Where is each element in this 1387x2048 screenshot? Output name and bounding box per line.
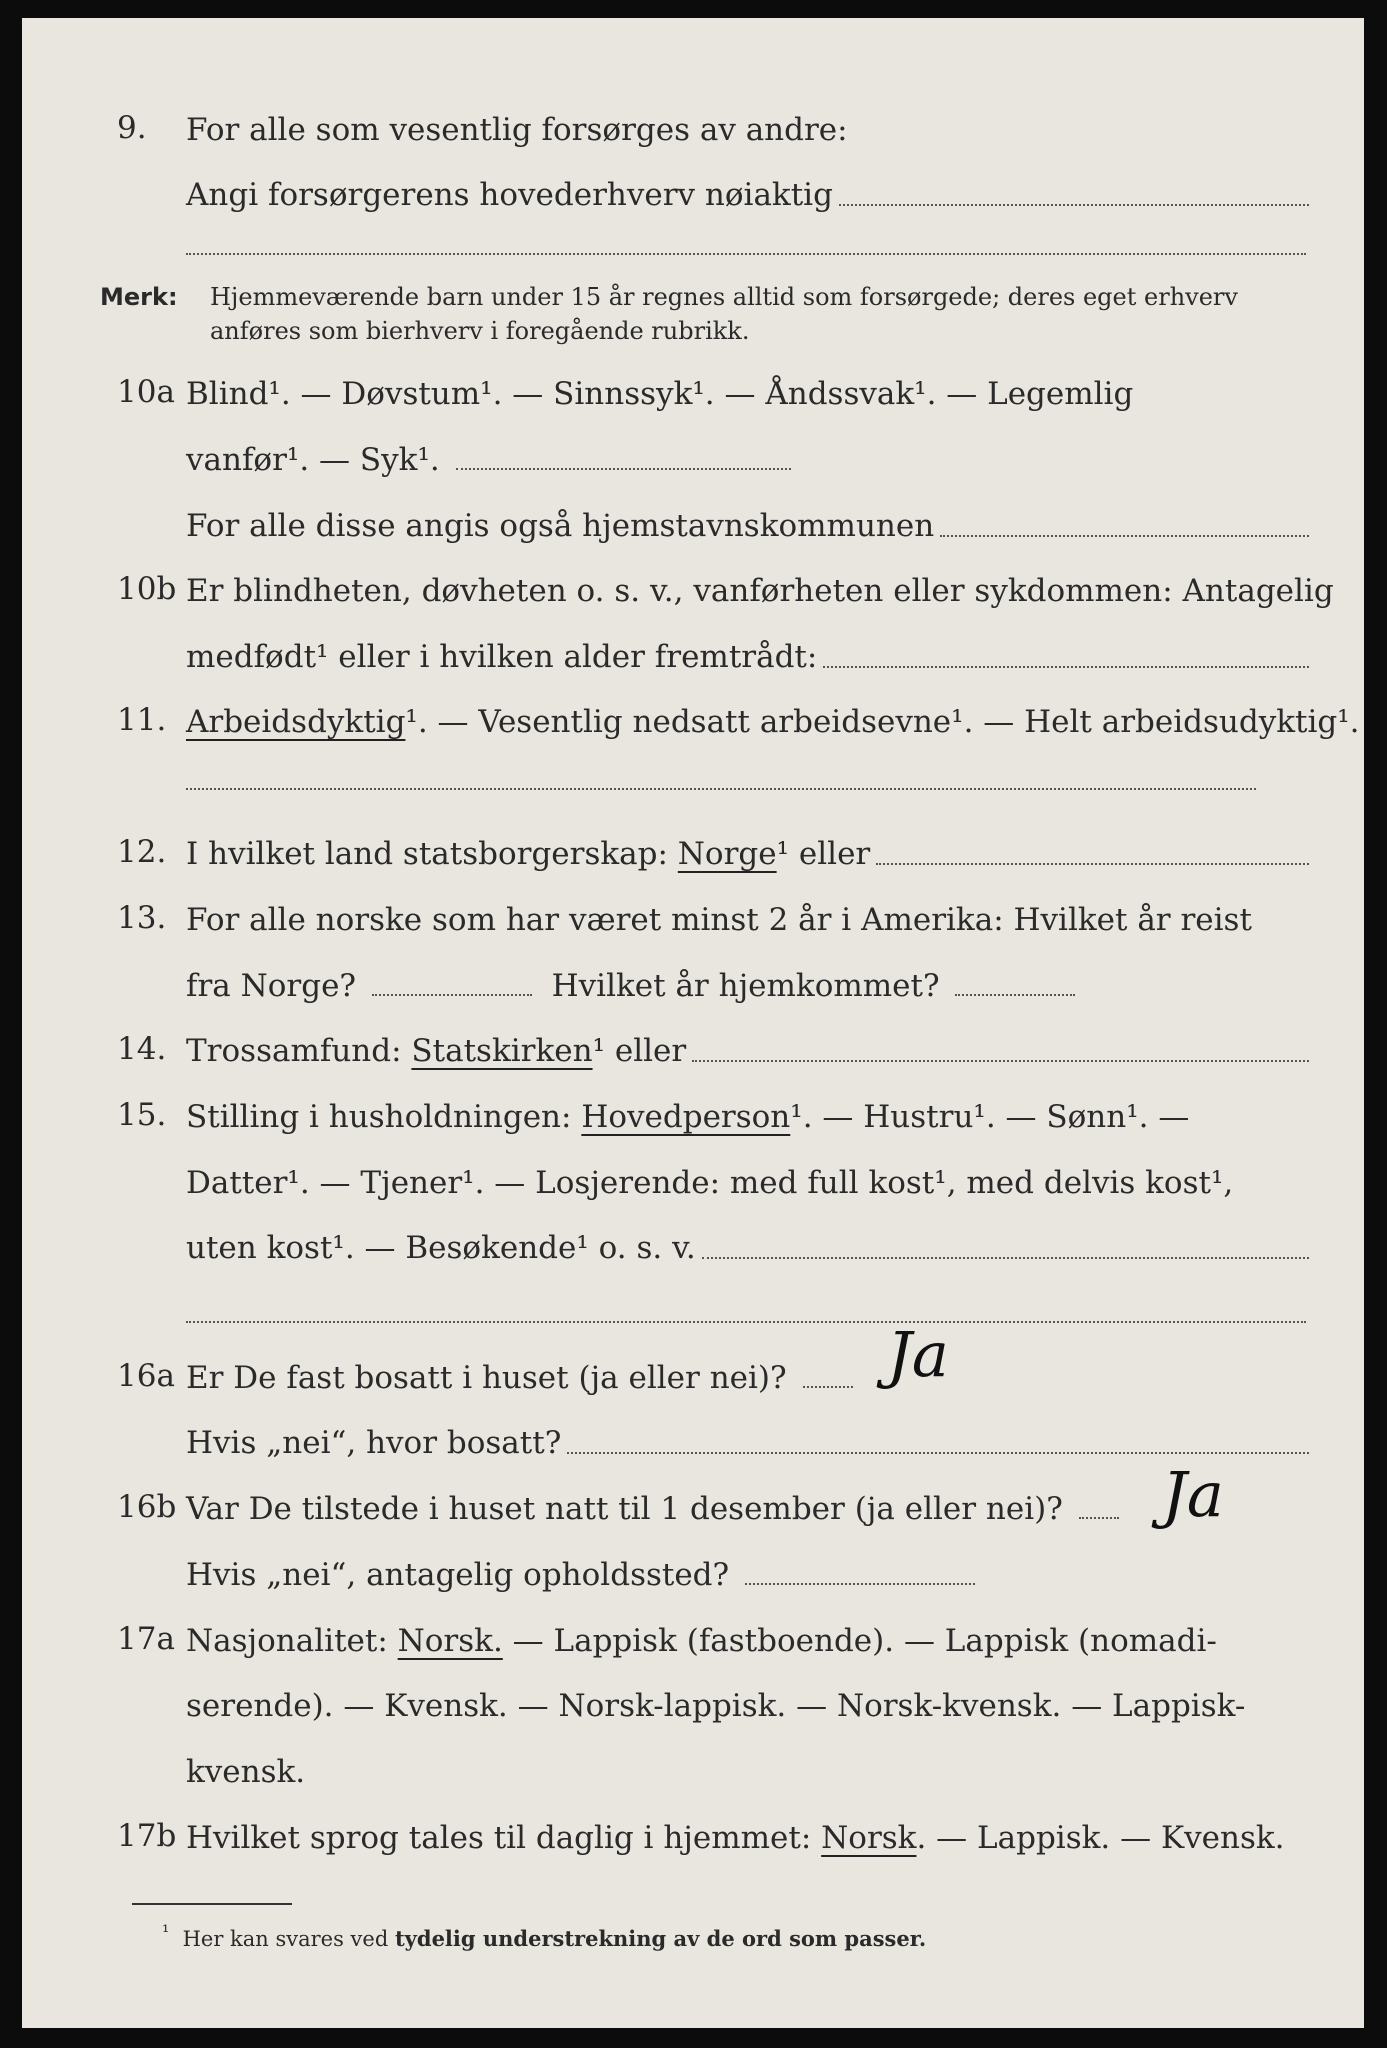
answer-dotted-line[interactable]	[372, 993, 532, 996]
item-line	[186, 1358, 1309, 1398]
answer-dotted-line[interactable]	[186, 1321, 1306, 1323]
answer-dotted-line[interactable]	[876, 863, 1309, 865]
note-label: Merk:	[100, 283, 178, 311]
item-line	[186, 1818, 1309, 1858]
selected-option[interactable]: Arbeidsdyktig	[186, 704, 406, 740]
item-15-row1	[22, 1097, 1364, 1157]
item-9-row1	[22, 110, 1364, 170]
answer-dotted-line[interactable]	[567, 1452, 1309, 1454]
item-text: Var De tilstede i huset natt til 1 desember (ja eller nei)?	[186, 1491, 1063, 1527]
item-11-row1	[22, 702, 1364, 762]
item-line	[186, 637, 1309, 677]
item-text: Er De fast bosatt i huset (ja eller nei)?	[186, 1360, 787, 1396]
selected-option[interactable]: Statskirken	[411, 1033, 593, 1069]
item-17a-row1	[22, 1621, 1364, 1681]
item-text: Hvilket sprog tales til daglig i hjemmet:	[186, 1820, 812, 1856]
selected-option[interactable]: Norge	[677, 836, 777, 872]
item-number: 13.	[117, 900, 167, 936]
item-text: Blind¹. — Døvstum¹. — Sinnssyk¹. — Åndssvak¹. — Legemlig	[186, 376, 1134, 412]
item-line	[186, 1097, 1309, 1137]
item-text: ¹. — Hustru¹. — Sønn¹. —	[790, 1099, 1190, 1135]
answer-dotted-line[interactable]	[456, 467, 791, 470]
item-text: ¹ eller	[592, 1033, 687, 1069]
answer-dotted-line[interactable]	[803, 1385, 853, 1388]
note-line: Hjemmeværende barn under 15 år regnes alltid som forsørgede; deres eget erhverv	[210, 283, 1238, 311]
item-number: 16b	[117, 1489, 177, 1525]
item-text: Trossamfund:	[186, 1033, 402, 1069]
answer-dotted-line[interactable]	[702, 1257, 1309, 1259]
item-12-row	[22, 834, 1364, 894]
selected-option[interactable]: Norsk.	[397, 1623, 503, 1659]
answer-dotted-line[interactable]	[1079, 1516, 1119, 1519]
item-text: For alle norske som har været minst 2 år i Amerika: Hvilket år reist	[186, 902, 1252, 938]
item-16b-row2	[22, 1555, 1364, 1615]
item-line	[186, 506, 1309, 546]
item-text: . — Lappisk. — Kvensk.	[916, 1820, 1285, 1856]
answer-dotted-line[interactable]	[955, 993, 1075, 996]
item-line	[186, 966, 1309, 1006]
item-13-row2	[22, 966, 1364, 1026]
item-line	[186, 834, 1309, 874]
item-line	[186, 1031, 1309, 1071]
answer-dotted-line[interactable]	[692, 1060, 1309, 1062]
item-line	[186, 440, 1309, 480]
item-text: — Lappisk (fastboende). — Lappisk (nomadi-	[512, 1623, 1217, 1659]
footnote-text-bold: tydelig understrekning av de ord som passer.	[394, 1926, 927, 1951]
item-text: Hvilket år hjemkommet?	[551, 968, 940, 1004]
item-10a-row2	[22, 440, 1364, 500]
item-line	[186, 1228, 1309, 1268]
answer-dotted-line[interactable]	[186, 253, 1306, 255]
footnote-text: Her kan svares ved	[182, 1927, 389, 1951]
handwritten-answer: Ja	[887, 1318, 949, 1391]
item-number: 9.	[117, 110, 147, 146]
item-number: 15.	[117, 1097, 167, 1133]
answer-dotted-line[interactable]	[940, 535, 1309, 537]
answer-dotted-line[interactable]	[839, 204, 1309, 206]
item-text: vanfør¹. — Syk¹.	[186, 442, 440, 478]
item-10b-row1	[22, 571, 1364, 631]
item-number: 17a	[117, 1621, 175, 1657]
item-number: 17b	[117, 1818, 177, 1854]
item-text: ¹. — Vesentlig nedsatt arbeidsevne¹. — Helt arbeidsudyktig¹.	[405, 704, 1360, 740]
footnote-mark: ¹	[162, 1922, 170, 1943]
answer-dotted-line[interactable]	[823, 666, 1309, 668]
item-line	[186, 1555, 1309, 1595]
item-text: Hvis „nei“, antagelig opholdssted?	[186, 1557, 730, 1593]
item-10b-row2	[22, 637, 1364, 697]
item-line	[186, 702, 1360, 742]
item-text: Hvis „nei“, hvor bosatt?	[186, 1425, 562, 1461]
item-text: ¹ eller	[776, 836, 871, 872]
item-10a-row1	[22, 374, 1364, 434]
item-number: 12.	[117, 834, 167, 870]
item-text: Stilling i husholdningen:	[186, 1099, 572, 1135]
item-17a-row3	[22, 1752, 1364, 1812]
item-text: Datter¹. — Tjener¹. — Losjerende: med full kost¹, med delvis kost¹,	[186, 1165, 1234, 1201]
item-10a-row3	[22, 506, 1364, 566]
item-number: 16a	[117, 1358, 175, 1394]
footnote-rule	[132, 1903, 292, 1905]
item-line	[186, 1621, 1309, 1661]
item-15-row2	[22, 1163, 1364, 1223]
item-14-row	[22, 1031, 1364, 1091]
item-17b-row	[22, 1818, 1364, 1878]
item-text: Er blindheten, døvheten o. s. v., vanførheten eller sykdommen: Antagelig	[186, 573, 1334, 609]
item-text: For alle som vesentlig forsørges av andre:	[186, 112, 848, 148]
item-text: uten kost¹. — Besøkende¹ o. s. v.	[186, 1230, 696, 1266]
item-number: 11.	[117, 702, 167, 738]
note-body	[210, 280, 1309, 348]
item-line	[186, 175, 1309, 215]
item-text: serende). — Kvensk. — Norsk-lappisk. — Norsk-kvensk. — Lappisk-	[186, 1688, 1246, 1724]
selected-option[interactable]: Norsk	[821, 1820, 917, 1856]
handwritten-answer: Ja	[1162, 1458, 1224, 1531]
item-number: 10a	[117, 374, 175, 410]
item-number: 10b	[117, 571, 177, 607]
item-line	[186, 1423, 1309, 1463]
item-16a-row1	[22, 1358, 1364, 1418]
item-line	[186, 1489, 1309, 1529]
item-text: Nasjonalitet:	[186, 1623, 388, 1659]
item-13-row1	[22, 900, 1364, 960]
item-9-row2	[22, 175, 1364, 235]
note-line: anføres som bierhverv i foregående rubrikk.	[210, 317, 750, 345]
item-text: kvensk.	[186, 1754, 306, 1790]
selected-option[interactable]: Hovedperson	[581, 1099, 791, 1135]
answer-dotted-line[interactable]	[186, 788, 1256, 790]
item-text: Angi forsørgerens hovederhverv nøiaktig	[186, 177, 833, 213]
census-form-page	[22, 18, 1364, 2028]
footnote	[162, 1922, 927, 1951]
item-text: I hvilket land statsborgerskap:	[186, 836, 668, 872]
item-text: fra Norge?	[186, 968, 357, 1004]
item-15-row3	[22, 1228, 1364, 1288]
item-number: 14.	[117, 1031, 167, 1067]
item-text: For alle disse angis også hjemstavnskommunen	[186, 508, 935, 544]
item-17a-row2	[22, 1686, 1364, 1746]
answer-dotted-line[interactable]	[745, 1582, 975, 1585]
item-text: medfødt¹ eller i hvilken alder fremtrådt:	[186, 639, 818, 675]
